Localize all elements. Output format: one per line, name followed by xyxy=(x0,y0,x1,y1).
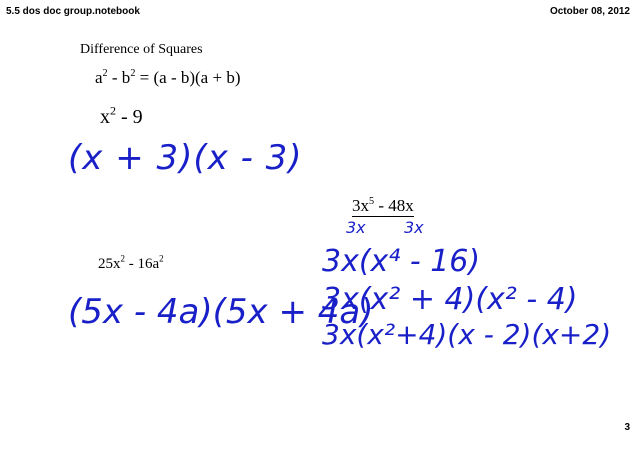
problem-2-coef: 25x xyxy=(98,256,121,272)
handwritten-step-1: 3x(x⁴ - 16) xyxy=(322,244,481,279)
problem-3-rest: - 48x xyxy=(374,196,414,215)
problem-1-rest: - 9 xyxy=(116,106,143,128)
handwritten-divisor-1: 3x xyxy=(346,218,366,237)
problem-2 xyxy=(98,253,164,273)
page-number: 3 xyxy=(624,422,630,433)
problem-3-coef: 3x xyxy=(352,196,369,215)
problem-3-exp: 5 xyxy=(369,195,375,207)
page-date: October 08, 2012 xyxy=(549,6,630,17)
formula-exp-a: 2 xyxy=(102,67,108,79)
handwritten-answer-2: (5x - 4a)(5x + 4a) xyxy=(68,292,374,332)
formula-a: a xyxy=(95,68,103,87)
formula-minus-b: - b xyxy=(107,68,131,87)
problem-1-base: x xyxy=(100,106,110,128)
problem-2-mid: - 16a xyxy=(125,256,160,272)
formula-exp-b: 2 xyxy=(130,67,136,79)
problem-2-exp2: 2 xyxy=(159,253,164,264)
formula xyxy=(95,68,240,88)
formula-eq: = (a - b)(a + b) xyxy=(135,68,241,87)
handwritten-answer-1: (x + 3)(x - 3) xyxy=(68,138,303,178)
problem-1-exp: 2 xyxy=(110,103,116,118)
section-heading: Difference of Squares xyxy=(80,42,203,57)
notebook-title: 5.5 dos doc group.notebook xyxy=(6,6,140,17)
problem-3 xyxy=(352,196,414,217)
handwritten-step-2: 3x(x² + 4)(x² - 4) xyxy=(322,282,578,317)
handwritten-divisor-2: 3x xyxy=(404,218,424,237)
problem-1 xyxy=(100,103,143,129)
problem-2-exp: 2 xyxy=(120,253,125,264)
handwritten-step-3: 3x(x²+4)(x - 2)(x+2) xyxy=(322,318,612,351)
